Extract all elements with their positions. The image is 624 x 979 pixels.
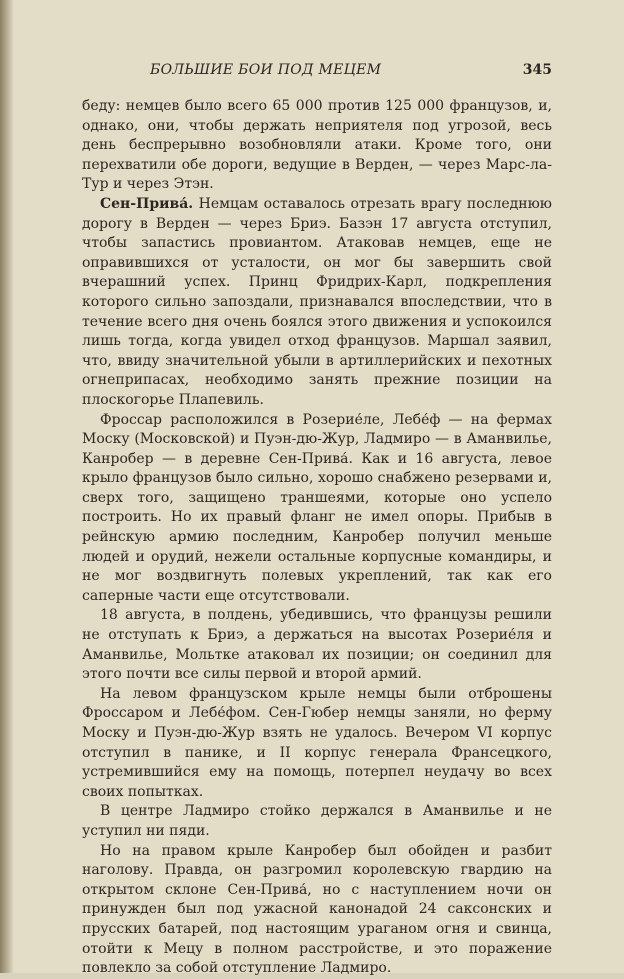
page-header [82,62,552,86]
paragraph [82,802,552,841]
page-spine-shadow [0,0,14,973]
paragraph-text: Но на правом крыле Канробер был обойден и разбит наголову. Правда, он разгромил королевскую гвардию на открытом склоне Сен-Прива́, но с наступлением ночи он принужден был под ужасной канонадой 24 саксонских и прусских батарей, под настоящим ураганом огня и свинца, отойти к Мецу в полном расстройстве, и это поражение повлекло за собой отступление Ладмиро. [82,842,552,977]
paragraph [82,97,552,195]
body-text [82,97,552,979]
paragraph-text: В центре Ладмиро стойко держался в Аманвилье и не уступил ни пяди. [82,803,552,839]
running-title: БОЛЬШИЕ БОИ ПОД МЕЦЕМ [150,62,382,78]
paragraph [82,411,552,607]
paragraph [82,842,552,979]
paragraph-text: 18 августа, в полдень, убедившись, что французы решили не отступать к Бриэ, а держаться на высотах Розерие́ля и Аманвилье, Мольтке атаковал их позиции; он соединил для этого почти все силы первой и второй армий. [82,607,552,683]
paragraph-text: На левом французском крыле немцы были отброшены Фроссаром и Лебе́фом. Сен-Гюбер немцы заняли, но ферму Моску и Пуэн-дю-Жур взять не удалось. Вечером VI корпус отступил в панике, и II корпус генерала Франсецкого, устремившийся ему на помощь, потерпел неудачу во всех своих попытках. [82,685,552,800]
page-number: 345 [522,62,552,78]
section-heading: Сен-Прива́. [100,195,194,212]
paragraph-text: беду: немцев было всего 65 000 против 125 000 французов, и, однако, они, чтобы держать неприятеля под угрозой, весь день беспрерывно возобновляли атаки. Кроме того, они перехватили обе дороги, ведущие в Верден, — через Марс-ла-Тур и через Этэн. [82,98,552,193]
paragraph-text: Немцам оставалось отрезать врагу последнюю дорогу в Верден — через Бриэ. Базэн 17 августа отступил, чтобы запастись провиантом. Атаковав немцев, еще не оправившихся от усталости, он мог бы завершить свой вчерашний успех. Принц Фридрих-Карл, подкрепления которого сильно запоздали, признавался впоследствии, что в течение всего дня очень боялся этого движения и успокоился лишь тогда, когда увидел отход французов. Маршал заявил, что, ввиду значительной убыли в артиллерийских и пехотных огнеприпасах, необходимо занять прежние позиции на плоскогорье Плапевиль. [82,195,552,408]
paragraph [82,606,552,684]
paragraph [82,685,552,803]
paragraph-text: Фроссар расположился в Розерие́ле, Лебе́ф — на фермах Моску (Московской) и Пуэн-дю-Жур, Ладмиро — в Аманвилье, Канробер — в деревне Сен-Прива́. Как и 16 августа, левое крыло французов было сильно, хорошо снабжено резервами и, сверх того, защищено траншеями, которые оно успело построить. Но их правый фланг не имел опоры. Прибыв в рейнскую армию последним, Канробер получил меньше людей и орудий, нежели остальные корпусные командиры, и не мог воздвигнуть полевых укреплений, так как его саперные части еще отсутствовали. [82,411,552,604]
paragraph [82,195,552,411]
